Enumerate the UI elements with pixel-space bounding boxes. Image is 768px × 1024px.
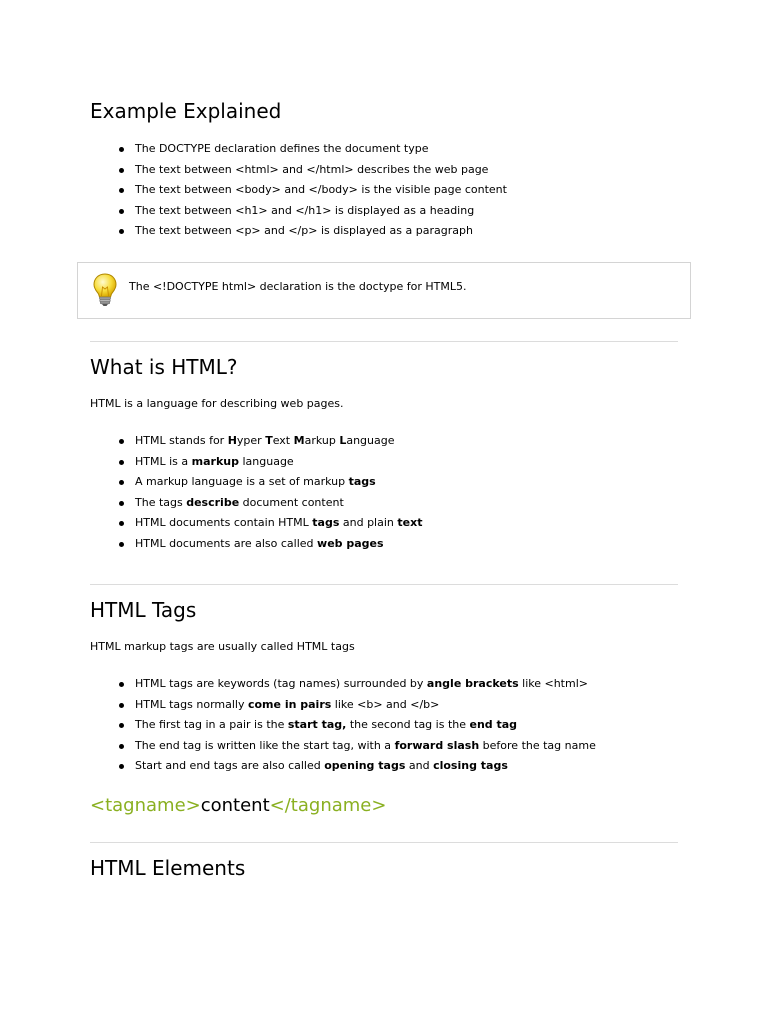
list-item: Start and end tags are also called opening tags and closing tags [117,756,596,777]
list-item: The DOCTYPE declaration defines the document type [117,139,507,160]
close-tag: </tagname> [269,795,387,816]
list-item: A markup language is a set of markup tags [117,472,422,493]
list-item: HTML stands for Hyper Text Markup Language [117,431,422,452]
html-tags-list [117,674,596,777]
bullet-dot [119,764,124,769]
bullet-dot [119,147,124,152]
bold-term: markup [191,454,239,468]
note-box [77,262,691,319]
bold-term: start tag, [287,718,347,732]
bold-term: end tag [469,718,518,732]
list-item: The text between <html> and </html> describes the web page [117,160,507,181]
bold-term: T [265,434,273,447]
list-item: The end tag is written like the start tag, with a forward slash before the tag name [117,736,596,757]
list-item: The first tag in a pair is the start tag, the second tag is the end tag [117,715,596,736]
list-item: The text between <p> and </p> is displayed as a paragraph [117,221,507,242]
heading-html-tags: HTML Tags [90,598,197,622]
bold-term: text [397,516,423,530]
list-item: The text between <h1> and </h1> is displayed as a heading [117,201,507,222]
bold-term: forward slash [394,738,480,752]
list-item: The text between <body> and </body> is the visible page content [117,180,507,201]
bullet-dot [119,501,124,506]
divider [90,842,678,843]
note-text: The <!DOCTYPE html> declaration is the doctype for HTML5. [129,280,467,293]
heading-what-is-html: What is HTML? [90,355,238,379]
bold-term: tags [348,475,376,489]
list-item: HTML tags are keywords (tag names) surrounded by angle brackets like <html> [117,674,596,695]
list-item: HTML tags normally come in pairs like <b> and </b> [117,695,596,716]
list-item: HTML documents are also called web pages [117,534,422,555]
bold-term: come in pairs [247,697,332,711]
lightbulb-icon [92,273,118,307]
bold-term: web pages [317,536,384,550]
what-is-html-intro: HTML is a language for describing web pages. [90,397,344,410]
bullet-dot [119,480,124,485]
open-tag: <tagname> [90,795,201,816]
tag-syntax-example [90,795,386,816]
list-item: The tags describe document content [117,493,422,514]
bold-term: closing tags [433,759,508,773]
example-list [117,139,507,242]
heading-example-explained: Example Explained [90,99,282,123]
bullet-dot [119,682,124,687]
bullet-dot [119,439,124,444]
list-item: HTML is a markup language [117,452,422,473]
bold-term: tags [312,516,340,530]
bold-term: H [227,434,237,447]
bullet-dot [119,521,124,526]
bullet-dot [119,229,124,234]
tag-content: content [200,795,270,816]
bullet-dot [119,723,124,728]
divider [90,584,678,585]
bullet-dot [119,168,124,173]
bullet-dot [119,703,124,708]
bold-term: L [339,434,347,447]
bold-term: opening tags [324,759,406,773]
bullet-dot [119,209,124,214]
bullet-dot [119,460,124,465]
what-is-html-list [117,431,422,555]
bullet-dot [119,744,124,749]
list-item: HTML documents contain HTML tags and plain text [117,513,422,534]
divider [90,341,678,342]
bold-term: M [293,434,305,447]
bullet-dot [119,542,124,547]
bold-term: angle brackets [426,677,519,690]
bold-term: describe [186,495,240,509]
bullet-dot [119,188,124,193]
html-tags-intro: HTML markup tags are usually called HTML tags [90,640,355,653]
heading-html-elements: HTML Elements [90,856,246,880]
